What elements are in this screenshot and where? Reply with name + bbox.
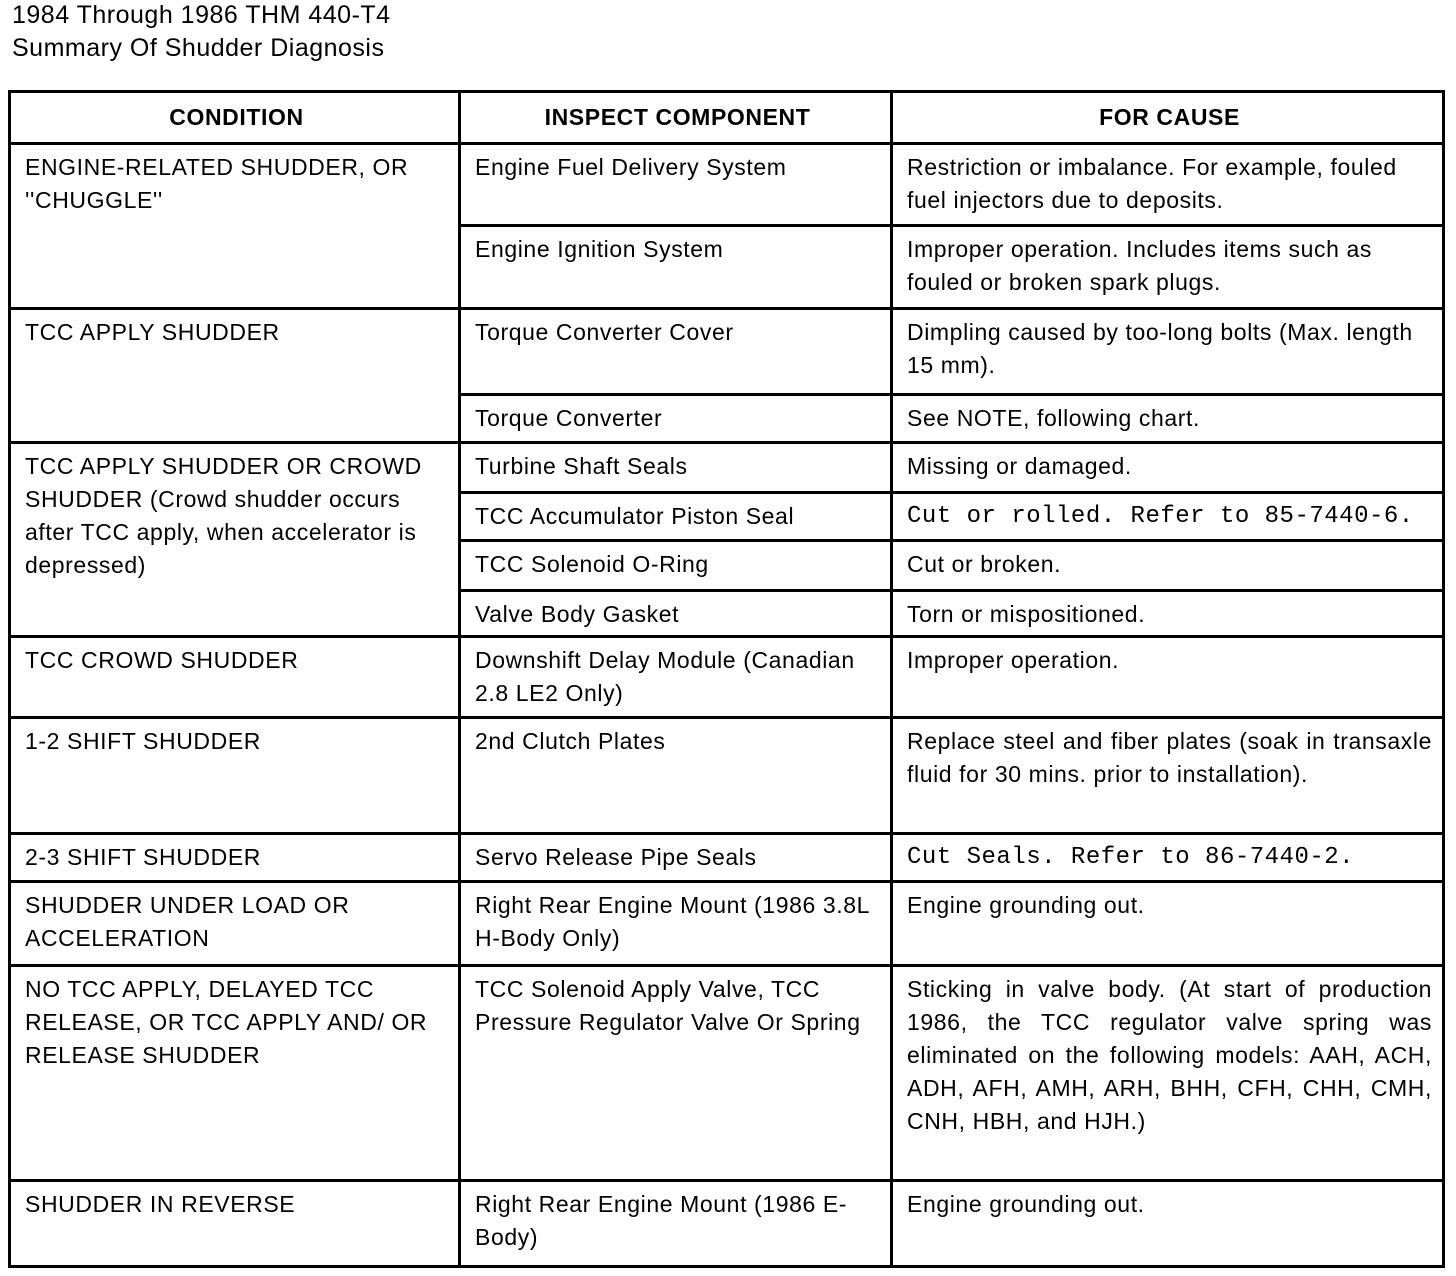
table-row bbox=[10, 637, 1444, 717]
condition-text: TCC APPLY SHUDDER bbox=[25, 318, 280, 345]
cause-cell bbox=[892, 394, 1444, 442]
header-for-cause: FOR CAUSE bbox=[892, 92, 1444, 144]
component-cell bbox=[460, 541, 892, 591]
condition-text: SHUDDER UNDER LOAD OR ACCELERATION bbox=[25, 891, 350, 951]
cause-cell bbox=[892, 442, 1444, 492]
component-text: Downshift Delay Module (Canadian 2.8 LE2 Only) bbox=[475, 647, 855, 707]
table-row bbox=[10, 308, 1444, 394]
cause-cell bbox=[892, 1180, 1444, 1266]
component-text: TCC Accumulator Piston Seal bbox=[475, 502, 795, 529]
condition-cell bbox=[10, 966, 460, 1181]
cause-cell bbox=[892, 492, 1444, 540]
condition-cell bbox=[10, 1180, 460, 1266]
cause-cell bbox=[892, 226, 1444, 308]
component-cell bbox=[460, 226, 892, 308]
table-row bbox=[10, 442, 1444, 492]
cause-cell bbox=[892, 881, 1444, 965]
component-text: Right Rear Engine Mount (1986 3.8L H-Body Only) bbox=[475, 891, 870, 951]
condition-text: TCC CROWD SHUDDER bbox=[25, 647, 299, 674]
condition-text: TCC APPLY SHUDDER OR CROWD SHUDDER (Crowd shudder occurs after TCC apply, when accelerator is depressed) bbox=[25, 452, 422, 578]
table-header-row bbox=[10, 92, 1444, 144]
component-cell bbox=[460, 591, 892, 637]
component-text: Servo Release Pipe Seals bbox=[475, 843, 757, 870]
table-row bbox=[10, 881, 1444, 965]
document-title: 1984 Through 1986 THM 440-T4 bbox=[12, 1, 391, 29]
component-cell bbox=[460, 492, 892, 540]
condition-cell bbox=[10, 637, 460, 717]
cause-text: Cut or rolled. Refer to 85-7440-6. bbox=[907, 502, 1414, 530]
condition-text: 2-3 SHIFT SHUDDER bbox=[25, 843, 261, 870]
component-text: Engine Fuel Delivery System bbox=[475, 154, 787, 181]
component-text: Right Rear Engine Mount (1986 E-Body) bbox=[475, 1190, 848, 1250]
table-row bbox=[10, 144, 1444, 226]
component-cell bbox=[460, 1180, 892, 1266]
condition-text: NO TCC APPLY, DELAYED TCC RELEASE, OR TCC APPLY AND/ OR RELEASE SHUDDER bbox=[25, 976, 428, 1069]
cause-text: Improper operation. Includes items such as fouled or broken spark plugs. bbox=[907, 236, 1372, 296]
cause-text: Dimpling caused by too-long bolts (Max. length 15 mm). bbox=[907, 318, 1413, 378]
table-row bbox=[10, 833, 1444, 881]
cause-text: Replace steel and fiber plates (soak in transaxle fluid for 30 mins. prior to installation). bbox=[907, 727, 1432, 787]
cause-cell bbox=[892, 591, 1444, 637]
cause-text: Improper operation. bbox=[907, 647, 1120, 674]
condition-cell bbox=[10, 308, 460, 442]
cause-text: Engine grounding out. bbox=[907, 891, 1145, 918]
condition-cell bbox=[10, 881, 460, 965]
condition-cell bbox=[10, 442, 460, 636]
cause-text: Engine grounding out. bbox=[907, 1190, 1145, 1217]
component-text: TCC Solenoid O-Ring bbox=[475, 551, 709, 578]
component-cell bbox=[460, 442, 892, 492]
component-cell bbox=[460, 394, 892, 442]
component-text: Engine Ignition System bbox=[475, 236, 724, 263]
component-cell bbox=[460, 637, 892, 717]
table-row bbox=[10, 717, 1444, 833]
component-cell bbox=[460, 881, 892, 965]
cause-text: Restriction or imbalance. For example, fouled fuel injectors due to deposits. bbox=[907, 154, 1397, 214]
cause-cell bbox=[892, 717, 1444, 833]
condition-cell bbox=[10, 833, 460, 881]
shudder-diagnosis-table bbox=[8, 90, 1445, 1268]
component-text: Valve Body Gasket bbox=[475, 601, 680, 628]
cause-text: Cut Seals. Refer to 86-7440-2. bbox=[907, 843, 1355, 871]
cause-cell bbox=[892, 833, 1444, 881]
condition-cell bbox=[10, 717, 460, 833]
component-text: TCC Solenoid Apply Valve, TCC Pressure Regulator Valve Or Spring bbox=[475, 976, 861, 1036]
table-row bbox=[10, 1180, 1444, 1266]
header-inspect-component: INSPECT COMPONENT bbox=[460, 92, 892, 144]
component-text: Torque Converter Cover bbox=[475, 318, 734, 345]
cause-text: Torn or mispositioned. bbox=[907, 601, 1146, 628]
component-cell bbox=[460, 717, 892, 833]
component-text: Turbine Shaft Seals bbox=[475, 452, 688, 479]
component-cell bbox=[460, 144, 892, 226]
cause-text: See NOTE, following chart. bbox=[907, 404, 1200, 431]
cause-cell bbox=[892, 637, 1444, 717]
component-cell bbox=[460, 833, 892, 881]
component-text: 2nd Clutch Plates bbox=[475, 727, 666, 754]
component-cell bbox=[460, 966, 892, 1181]
document-subtitle: Summary Of Shudder Diagnosis bbox=[12, 34, 385, 62]
cause-cell bbox=[892, 966, 1444, 1181]
table-row bbox=[10, 966, 1444, 1181]
cause-text: Missing or damaged. bbox=[907, 452, 1132, 479]
header-condition: CONDITION bbox=[10, 92, 460, 144]
component-text: Torque Converter bbox=[475, 404, 663, 431]
condition-text: SHUDDER IN REVERSE bbox=[25, 1190, 296, 1217]
cause-text: Cut or broken. bbox=[907, 551, 1062, 578]
component-cell bbox=[460, 308, 892, 394]
cause-cell bbox=[892, 541, 1444, 591]
condition-text: ENGINE-RELATED SHUDDER, OR ''CHUGGLE'' bbox=[25, 154, 409, 214]
cause-text: Sticking in valve body. (At start of production 1986, the TCC regulator valve spring was eliminated on the following models: AAH, ACH, ADH, AFH, AMH, ARH, BHH, CFH, CHH, CMH, CNH, HBH, and HJH.) bbox=[907, 976, 1432, 1135]
condition-text: 1-2 SHIFT SHUDDER bbox=[25, 727, 261, 754]
cause-cell bbox=[892, 308, 1444, 394]
condition-cell bbox=[10, 144, 460, 308]
cause-cell bbox=[892, 144, 1444, 226]
